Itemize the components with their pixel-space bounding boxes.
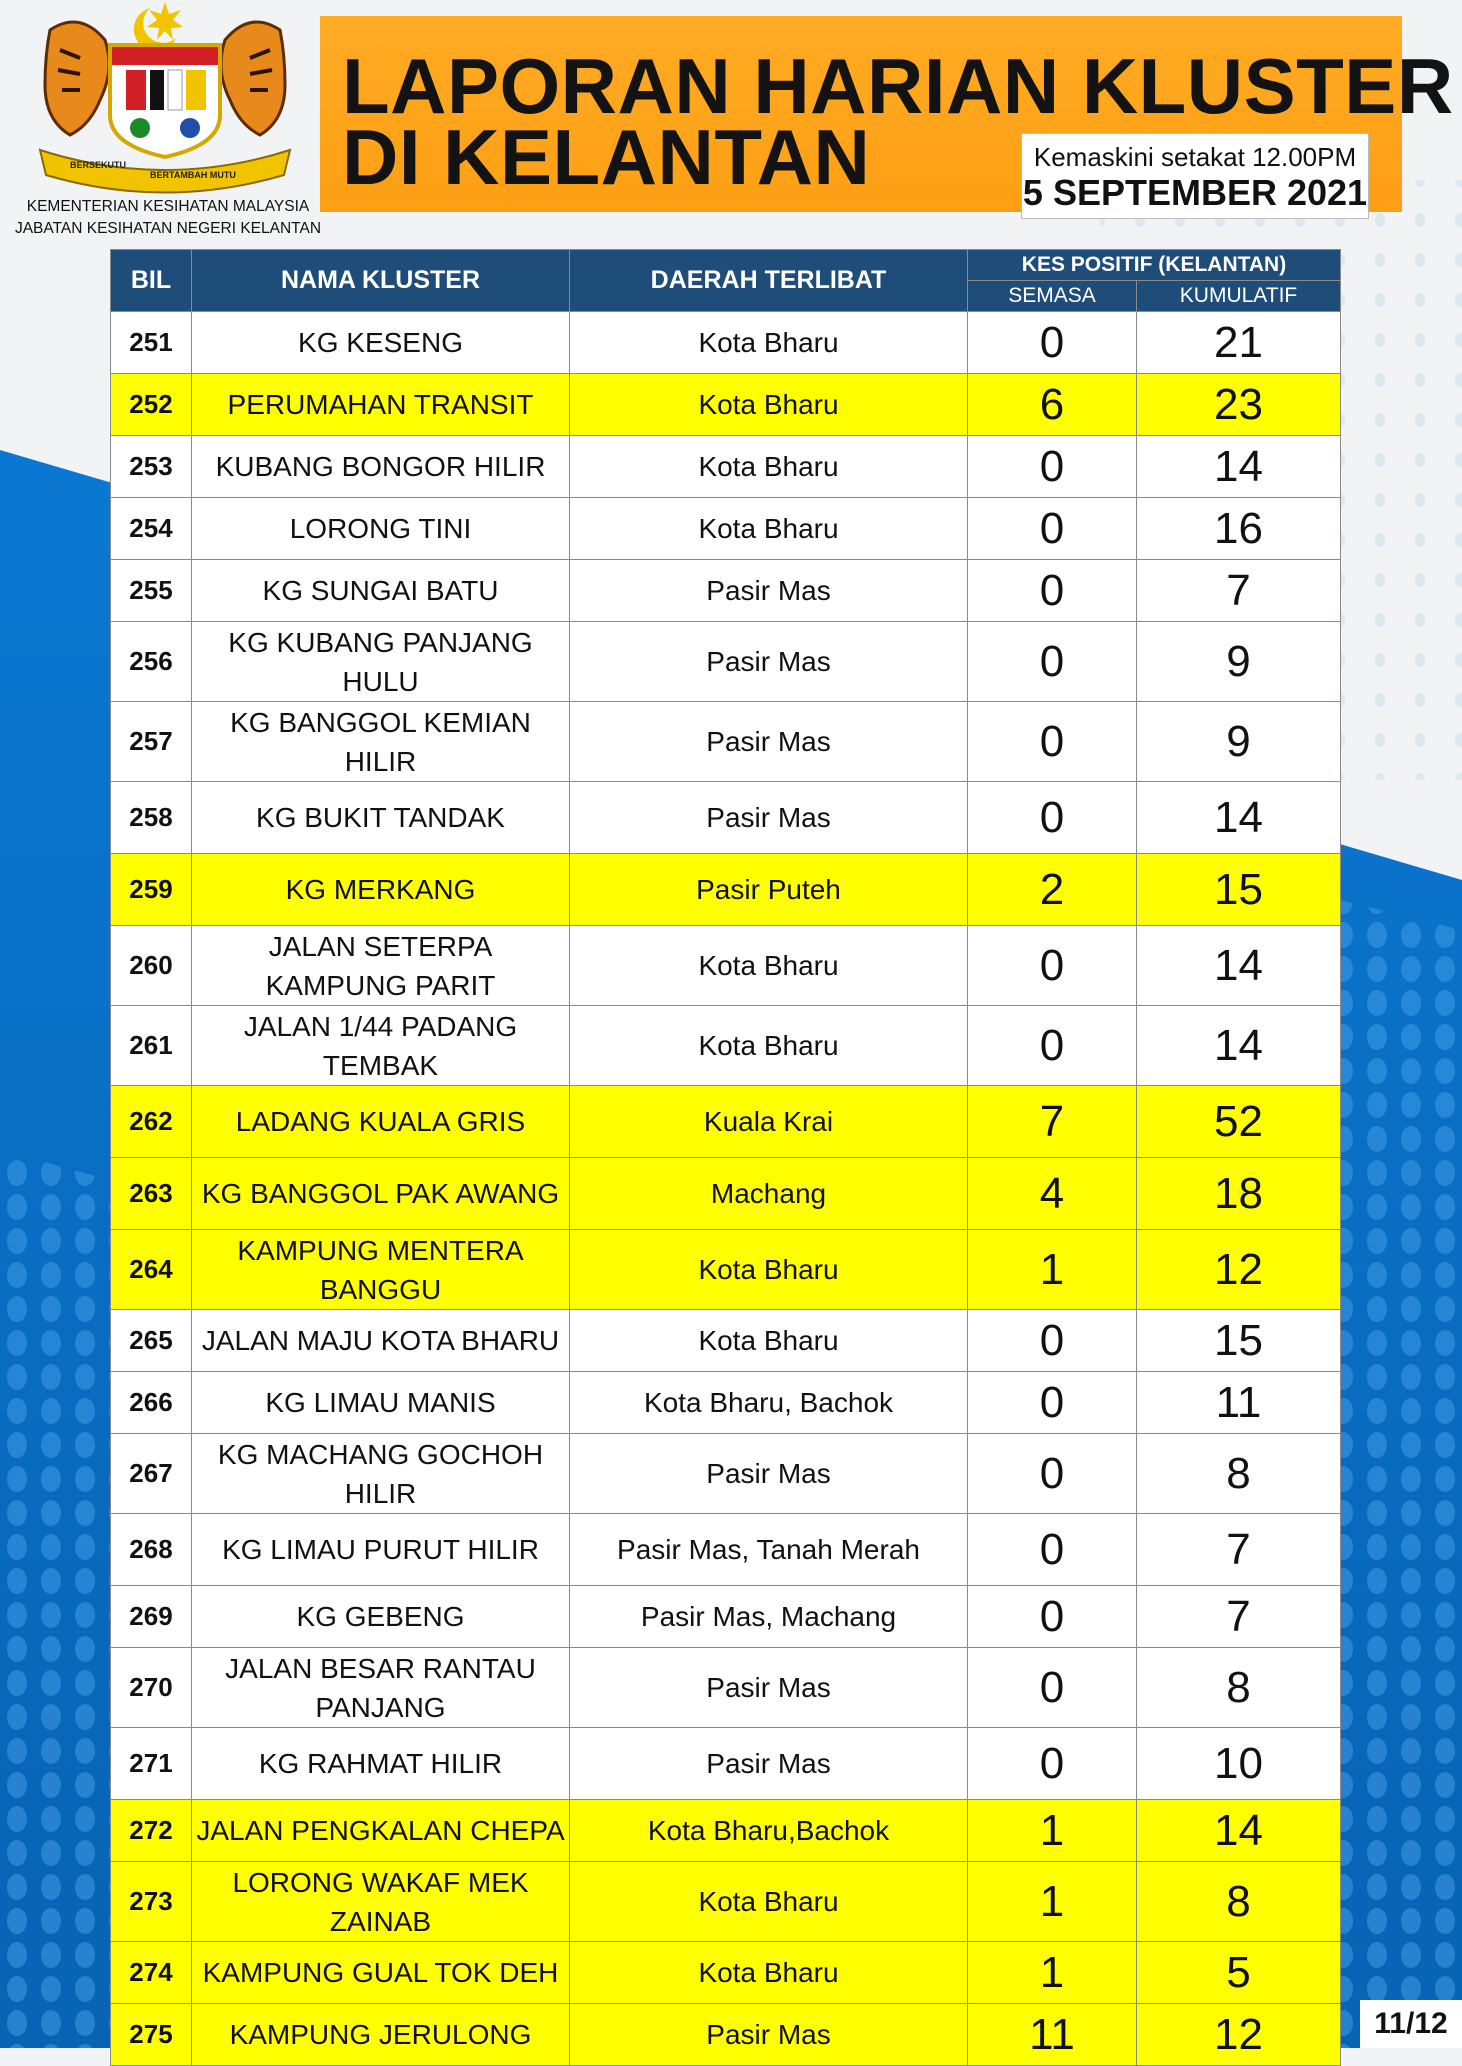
cell-nama-kluster: LORONG WAKAF MEK ZAINAB bbox=[192, 1862, 570, 1942]
cell-kumulatif: 8 bbox=[1137, 1434, 1341, 1514]
cell-bil: 275 bbox=[111, 2004, 192, 2066]
header-bil: BIL bbox=[111, 250, 192, 312]
cell-daerah: Pasir Mas bbox=[570, 1434, 968, 1514]
cell-semasa: 6 bbox=[968, 374, 1137, 436]
cell-kumulatif: 15 bbox=[1137, 1310, 1341, 1372]
cell-semasa: 0 bbox=[968, 436, 1137, 498]
cell-kumulatif: 14 bbox=[1137, 436, 1341, 498]
cell-bil: 266 bbox=[111, 1372, 192, 1434]
cell-nama-kluster: KG KESENG bbox=[192, 312, 570, 374]
cell-bil: 274 bbox=[111, 1942, 192, 2004]
cell-bil: 270 bbox=[111, 1648, 192, 1728]
table-row bbox=[111, 498, 1341, 560]
table-row bbox=[111, 1648, 1341, 1728]
cell-bil: 253 bbox=[111, 436, 192, 498]
cell-bil: 268 bbox=[111, 1514, 192, 1586]
svg-text:BERTAMBAH MUTU: BERTAMBAH MUTU bbox=[150, 170, 236, 180]
table-row bbox=[111, 2004, 1341, 2066]
cell-nama-kluster: KG LIMAU MANIS bbox=[192, 1372, 570, 1434]
cell-kumulatif: 15 bbox=[1137, 854, 1341, 926]
cell-daerah: Kota Bharu bbox=[570, 1862, 968, 1942]
cell-bil: 272 bbox=[111, 1800, 192, 1862]
cell-daerah: Pasir Mas bbox=[570, 1648, 968, 1728]
cell-nama-kluster: JALAN MAJU KOTA BHARU bbox=[192, 1310, 570, 1372]
cell-semasa: 0 bbox=[968, 1514, 1137, 1586]
cell-semasa: 2 bbox=[968, 854, 1137, 926]
table-row bbox=[111, 782, 1341, 854]
table-row bbox=[111, 1586, 1341, 1648]
cell-kumulatif: 12 bbox=[1137, 2004, 1341, 2066]
cell-nama-kluster: KG BUKIT TANDAK bbox=[192, 782, 570, 854]
cell-semasa: 0 bbox=[968, 1006, 1137, 1086]
cell-bil: 263 bbox=[111, 1158, 192, 1230]
cell-daerah: Kota Bharu, Bachok bbox=[570, 1372, 968, 1434]
cell-nama-kluster: KG KUBANG PANJANG HULU bbox=[192, 622, 570, 702]
table-row bbox=[111, 1158, 1341, 1230]
table-row bbox=[111, 702, 1341, 782]
cell-daerah: Pasir Mas bbox=[570, 1728, 968, 1800]
cell-daerah: Pasir Mas bbox=[570, 702, 968, 782]
cell-bil: 252 bbox=[111, 374, 192, 436]
header-nama-kluster: NAMA KLUSTER bbox=[192, 250, 570, 312]
cell-bil: 267 bbox=[111, 1434, 192, 1514]
table-row bbox=[111, 1434, 1341, 1514]
cell-nama-kluster: KUBANG BONGOR HILIR bbox=[192, 436, 570, 498]
cell-nama-kluster: KAMPUNG GUAL TOK DEH bbox=[192, 1942, 570, 2004]
cell-daerah: Kota Bharu bbox=[570, 926, 968, 1006]
cell-daerah: Pasir Mas, Tanah Merah bbox=[570, 1514, 968, 1586]
cell-nama-kluster: KG BANGGOL PAK AWANG bbox=[192, 1158, 570, 1230]
cell-daerah: Pasir Mas bbox=[570, 782, 968, 854]
table-row bbox=[111, 374, 1341, 436]
cell-nama-kluster: PERUMAHAN TRANSIT bbox=[192, 374, 570, 436]
cell-bil: 256 bbox=[111, 622, 192, 702]
cell-daerah: Pasir Mas bbox=[570, 2004, 968, 2066]
cell-kumulatif: 14 bbox=[1137, 1006, 1341, 1086]
cell-nama-kluster: JALAN 1/44 PADANG TEMBAK bbox=[192, 1006, 570, 1086]
table-row bbox=[111, 560, 1341, 622]
cell-semasa: 0 bbox=[968, 1434, 1137, 1514]
cell-kumulatif: 18 bbox=[1137, 1158, 1341, 1230]
cell-bil: 251 bbox=[111, 312, 192, 374]
table-row bbox=[111, 1372, 1341, 1434]
cell-semasa: 4 bbox=[968, 1158, 1137, 1230]
cell-kumulatif: 16 bbox=[1137, 498, 1341, 560]
cell-semasa: 0 bbox=[968, 498, 1137, 560]
cell-kumulatif: 8 bbox=[1137, 1648, 1341, 1728]
table-row bbox=[111, 1230, 1341, 1310]
cell-semasa: 0 bbox=[968, 1372, 1137, 1434]
cell-semasa: 0 bbox=[968, 1586, 1137, 1648]
cell-semasa: 0 bbox=[968, 312, 1137, 374]
cell-kumulatif: 9 bbox=[1137, 622, 1341, 702]
cell-bil: 264 bbox=[111, 1230, 192, 1310]
cell-semasa: 1 bbox=[968, 1800, 1137, 1862]
table-row bbox=[111, 622, 1341, 702]
cell-nama-kluster: LADANG KUALA GRIS bbox=[192, 1086, 570, 1158]
ministry-line-1: KEMENTERIAN KESIHATAN MALAYSIA bbox=[26, 198, 310, 215]
cell-kumulatif: 9 bbox=[1137, 702, 1341, 782]
header-semasa: SEMASA bbox=[968, 281, 1137, 312]
cell-nama-kluster: KG LIMAU PURUT HILIR bbox=[192, 1514, 570, 1586]
ministry-line-2: JABATAN KESIHATAN NEGERI KELANTAN bbox=[14, 220, 322, 237]
page-number: 11/12 bbox=[1360, 2000, 1462, 2048]
cell-daerah: Pasir Mas, Machang bbox=[570, 1586, 968, 1648]
cluster-table-body bbox=[111, 312, 1341, 2066]
cell-kumulatif: 12 bbox=[1137, 1230, 1341, 1310]
cell-bil: 258 bbox=[111, 782, 192, 854]
cell-bil: 254 bbox=[111, 498, 192, 560]
cell-kumulatif: 52 bbox=[1137, 1086, 1341, 1158]
cell-bil: 265 bbox=[111, 1310, 192, 1372]
cell-nama-kluster: JALAN SETERPA KAMPUNG PARIT bbox=[192, 926, 570, 1006]
cell-bil: 269 bbox=[111, 1586, 192, 1648]
cell-nama-kluster: KAMPUNG JERULONG bbox=[192, 2004, 570, 2066]
table-row bbox=[111, 436, 1341, 498]
cell-nama-kluster: KG SUNGAI BATU bbox=[192, 560, 570, 622]
table-row bbox=[111, 926, 1341, 1006]
cell-semasa: 0 bbox=[968, 782, 1137, 854]
cell-kumulatif: 11 bbox=[1137, 1372, 1341, 1434]
header-daerah-terlibat: DAERAH TERLIBAT bbox=[570, 250, 968, 312]
header-kes-positif: KES POSITIF (KELANTAN) bbox=[968, 250, 1341, 281]
table-row bbox=[111, 854, 1341, 926]
table-row bbox=[111, 1862, 1341, 1942]
cell-semasa: 0 bbox=[968, 1728, 1137, 1800]
cell-daerah: Pasir Puteh bbox=[570, 854, 968, 926]
cell-bil: 257 bbox=[111, 702, 192, 782]
cell-nama-kluster: JALAN PENGKALAN CHEPA bbox=[192, 1800, 570, 1862]
table-row bbox=[111, 1310, 1341, 1372]
cluster-table-container bbox=[110, 249, 1341, 2066]
page-title-line-1: LAPORAN HARIAN KLUSTER bbox=[342, 42, 1454, 130]
cell-semasa: 0 bbox=[968, 560, 1137, 622]
cell-kumulatif: 5 bbox=[1137, 1942, 1341, 2004]
table-row bbox=[111, 1728, 1341, 1800]
cell-kumulatif: 21 bbox=[1137, 312, 1341, 374]
cell-daerah: Kota Bharu bbox=[570, 1310, 968, 1372]
cell-daerah: Pasir Mas bbox=[570, 560, 968, 622]
cell-daerah: Kuala Krai bbox=[570, 1086, 968, 1158]
malaysia-coat-of-arms-icon bbox=[30, 0, 300, 195]
cell-bil: 262 bbox=[111, 1086, 192, 1158]
cell-semasa: 7 bbox=[968, 1086, 1137, 1158]
cell-daerah: Machang bbox=[570, 1158, 968, 1230]
cell-semasa: 0 bbox=[968, 702, 1137, 782]
cell-kumulatif: 8 bbox=[1137, 1862, 1341, 1942]
cell-bil: 261 bbox=[111, 1006, 192, 1086]
cell-semasa: 1 bbox=[968, 1230, 1137, 1310]
svg-text:BERSEKUTU: BERSEKUTU bbox=[70, 160, 127, 170]
table-row bbox=[111, 1086, 1341, 1158]
cell-kumulatif: 14 bbox=[1137, 1800, 1341, 1862]
cluster-table bbox=[110, 249, 1341, 2066]
coat-of-arms-logo bbox=[30, 0, 300, 195]
cell-semasa: 0 bbox=[968, 926, 1137, 1006]
cell-daerah: Kota Bharu bbox=[570, 1230, 968, 1310]
cell-kumulatif: 7 bbox=[1137, 1586, 1341, 1648]
update-date-box bbox=[1021, 133, 1369, 219]
cell-semasa: 0 bbox=[968, 1310, 1137, 1372]
cell-bil: 271 bbox=[111, 1728, 192, 1800]
cell-bil: 259 bbox=[111, 854, 192, 926]
table-row bbox=[111, 1800, 1341, 1862]
cell-nama-kluster: KAMPUNG MENTERA BANGGU bbox=[192, 1230, 570, 1310]
cell-daerah: Kota Bharu bbox=[570, 1006, 968, 1086]
cell-bil: 260 bbox=[111, 926, 192, 1006]
cell-kumulatif: 7 bbox=[1137, 1514, 1341, 1586]
table-row bbox=[111, 1942, 1341, 2004]
cell-daerah: Kota Bharu bbox=[570, 436, 968, 498]
cell-semasa: 1 bbox=[968, 1942, 1137, 2004]
cell-nama-kluster: KG BANGGOL KEMIAN HILIR bbox=[192, 702, 570, 782]
ministry-name bbox=[0, 196, 336, 240]
cell-semasa: 0 bbox=[968, 1648, 1137, 1728]
cell-kumulatif: 7 bbox=[1137, 560, 1341, 622]
cell-nama-kluster: KG MACHANG GOCHOH HILIR bbox=[192, 1434, 570, 1514]
table-row bbox=[111, 312, 1341, 374]
cell-kumulatif: 14 bbox=[1137, 782, 1341, 854]
cell-daerah: Kota Bharu bbox=[570, 312, 968, 374]
cell-nama-kluster: KG MERKANG bbox=[192, 854, 570, 926]
cell-bil: 273 bbox=[111, 1862, 192, 1942]
page-title-line-2: DI KELANTAN bbox=[342, 113, 871, 201]
header-kumulatif: KUMULATIF bbox=[1137, 281, 1341, 312]
cell-semasa: 1 bbox=[968, 1862, 1137, 1942]
cell-semasa: 11 bbox=[968, 2004, 1137, 2066]
cell-bil: 255 bbox=[111, 560, 192, 622]
update-label: Kemaskini setakat 12.00PM bbox=[1033, 142, 1357, 172]
cell-nama-kluster: KG RAHMAT HILIR bbox=[192, 1728, 570, 1800]
cell-semasa: 0 bbox=[968, 622, 1137, 702]
table-row bbox=[111, 1514, 1341, 1586]
table-row bbox=[111, 1006, 1341, 1086]
cell-nama-kluster: LORONG TINI bbox=[192, 498, 570, 560]
cell-nama-kluster: JALAN BESAR RANTAU PANJANG bbox=[192, 1648, 570, 1728]
cell-daerah: Kota Bharu,Bachok bbox=[570, 1800, 968, 1862]
cell-kumulatif: 10 bbox=[1137, 1728, 1341, 1800]
report-date: 5 SEPTEMBER 2021 bbox=[1022, 172, 1368, 213]
cell-daerah: Pasir Mas bbox=[570, 622, 968, 702]
cell-daerah: Kota Bharu bbox=[570, 1942, 968, 2004]
cell-daerah: Kota Bharu bbox=[570, 498, 968, 560]
cell-daerah: Kota Bharu bbox=[570, 374, 968, 436]
cell-kumulatif: 14 bbox=[1137, 926, 1341, 1006]
cell-kumulatif: 23 bbox=[1137, 374, 1341, 436]
cell-nama-kluster: KG GEBENG bbox=[192, 1586, 570, 1648]
